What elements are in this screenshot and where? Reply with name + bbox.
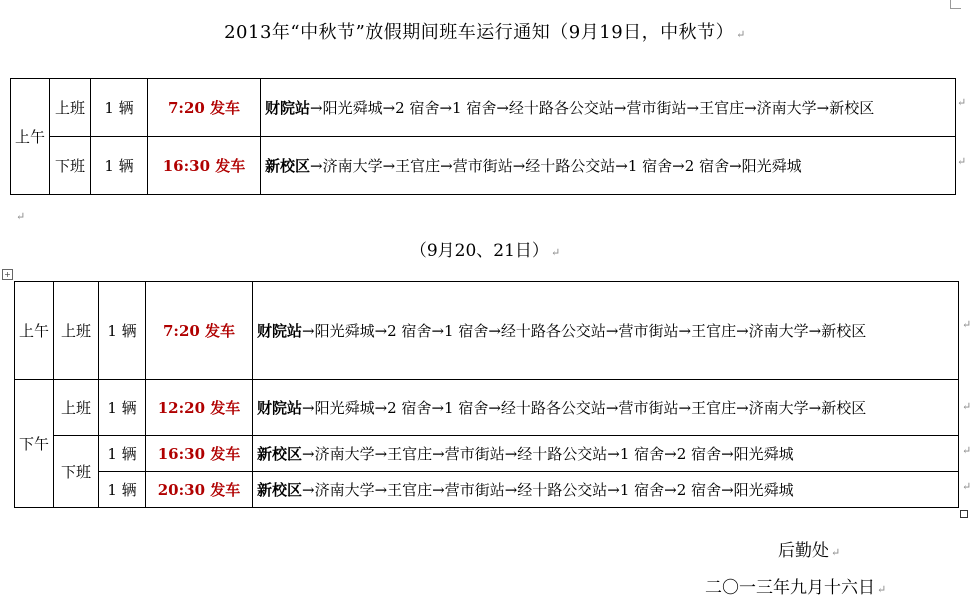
notice-title: [0, 18, 970, 44]
vehicle-count-cell: 1 辆: [99, 472, 146, 508]
route-stops: →济南大学→王官庄→营市街站→经十路公交站→1 宿舍→2 宿舍→阳光舜城: [302, 445, 794, 463]
direction-cell: 下班: [50, 137, 91, 195]
table-row: [15, 282, 959, 380]
paragraph-mark-icon: ↵: [962, 480, 971, 493]
direction-cell: 上班: [50, 79, 91, 137]
route-cell: [261, 79, 956, 137]
vehicle-count-cell: 1 辆: [99, 282, 146, 380]
date-subtitle: [0, 236, 970, 261]
route-stops: →济南大学→王官庄→营市街站→经十路公交站→1 宿舍→2 宿舍→阳光舜城: [302, 481, 794, 499]
date-subtitle-text: （9月20、21日）: [409, 241, 549, 261]
half-day-cell: 上午: [11, 79, 50, 195]
departure-time-cell: 7:20 发车: [146, 282, 253, 380]
table-resize-handle-icon[interactable]: [960, 510, 968, 518]
table-row: [15, 472, 959, 508]
direction-cell: 上班: [54, 282, 99, 380]
route-stops: →阳光舜城→2 宿舍→1 宿舍→经十路各公交站→营市街站→王官庄→济南大学→新校区: [302, 399, 867, 417]
table-row: [15, 380, 959, 436]
table-row: [15, 436, 959, 472]
route-start: 新校区: [257, 445, 303, 463]
departure-time-cell: 20:30 发车: [146, 472, 253, 508]
route-stops: →阳光舜城→2 宿舍→1 宿舍→经十路各公交站→营市街站→王官庄→济南大学→新校区: [310, 99, 875, 117]
table-move-handle-icon[interactable]: +: [2, 269, 13, 280]
departure-time-cell: 12:20 发车: [146, 380, 253, 436]
route-stops: →济南大学→王官庄→营市街站→经十路公交站→1 宿舍→2 宿舍→阳光舜城: [310, 157, 802, 175]
route-start: 新校区: [265, 157, 311, 175]
direction-cell: 上班: [54, 380, 99, 436]
schedule-table-sep19: [10, 78, 956, 195]
paragraph-mark-icon: ↵: [736, 28, 746, 41]
direction-cell: 下班: [54, 436, 99, 508]
route-start: 财院站: [257, 322, 303, 340]
route-cell: [253, 380, 959, 436]
route-stops: →阳光舜城→2 宿舍→1 宿舍→经十路各公交站→营市街站→王官庄→济南大学→新校区: [302, 322, 867, 340]
table-row: [11, 137, 956, 195]
department-text: 后勤处: [778, 541, 829, 561]
route-start: 新校区: [257, 481, 303, 499]
paragraph-mark-icon: ↵: [550, 246, 561, 259]
paragraph-mark-icon: ↵: [962, 444, 971, 457]
paragraph-mark-icon: ↵: [957, 155, 967, 168]
route-cell: [253, 472, 959, 508]
vehicle-count-cell: 1 辆: [91, 137, 148, 195]
route-start: 财院站: [265, 99, 311, 117]
departure-time-cell: 7:20 发车: [148, 79, 261, 137]
vehicle-count-cell: 1 辆: [99, 380, 146, 436]
paragraph-mark-icon: ↵: [16, 210, 26, 223]
route-cell: [253, 282, 959, 380]
half-day-cell: 下午: [15, 380, 54, 508]
vehicle-count-cell: 1 辆: [91, 79, 148, 137]
vehicle-count-cell: 1 辆: [99, 436, 146, 472]
departure-time-cell: 16:30 发车: [148, 137, 261, 195]
route-start: 财院站: [257, 399, 303, 417]
schedule-table-sep20-21: [14, 281, 959, 508]
route-cell: [261, 137, 956, 195]
departure-time-cell: 16:30 发车: [146, 436, 253, 472]
paragraph-mark-icon: ↵: [957, 96, 967, 109]
paragraph-mark-icon: ↵: [877, 583, 887, 596]
notice-date-text: 二〇一三年九月十六日: [705, 578, 875, 598]
half-day-cell: 上午: [15, 282, 54, 380]
notice-date: [705, 573, 886, 598]
paragraph-mark-icon: ↵: [831, 546, 841, 559]
paragraph-mark-icon: ↵: [962, 400, 971, 413]
notice-title-text: 2013年“中秋节”放假期间班车运行通知（9月19日，中秋节）: [224, 22, 735, 43]
table-row: [11, 79, 956, 137]
department-signature: [778, 536, 840, 561]
paragraph-mark-icon: ↵: [962, 318, 971, 331]
route-cell: [253, 436, 959, 472]
page-corner-mark: [950, 0, 961, 9]
